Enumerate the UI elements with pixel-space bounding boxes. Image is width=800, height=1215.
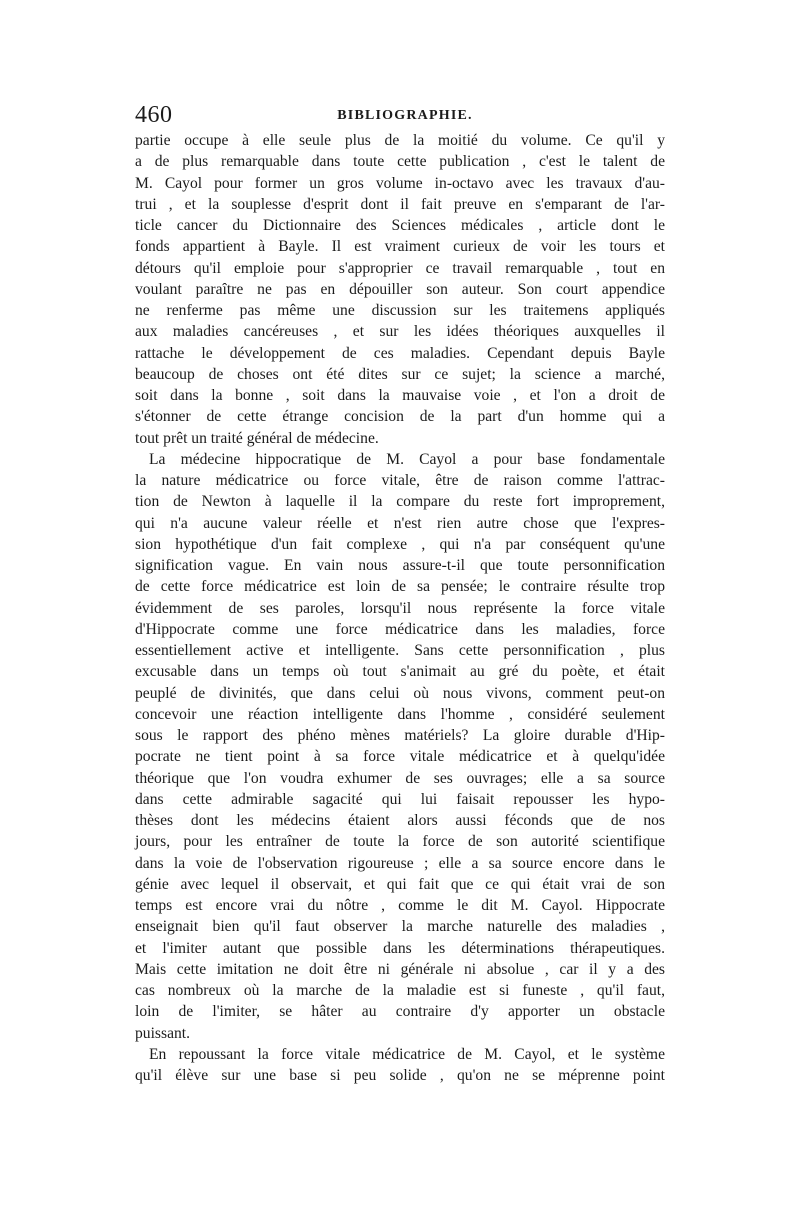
text-line: qui n'a aucune valeur réelle et n'est rien autre chose que l'expres- xyxy=(135,514,665,532)
text-line: fonds appartient à Bayle. Il est vraiment curieux de voir les tours et xyxy=(135,238,665,256)
text-line: évidemment de ses paroles, lorsqu'il nous représente la force vitale xyxy=(135,599,665,617)
text-line: signification vague. En vain nous assure-t-il que toute personnification xyxy=(135,557,665,574)
text-line: concevoir une réaction intelligente dans l'homme , considéré seulement xyxy=(135,705,665,723)
text-line: la nature médicatrice ou force vitale, être de raison comme l'attrac- xyxy=(135,472,665,489)
text-line: et l'imiter autant que possible dans les déterminations thérapeutiques. xyxy=(135,939,665,957)
paragraph-end-line: tout prêt un traité général de médecine. xyxy=(135,429,379,447)
text-line: théorique que l'on voudra exhumer de ses ouvrages; elle a sa source xyxy=(135,769,665,787)
text-line: qu'il élève sur une base si peu solide , qu'on ne se méprenne point xyxy=(135,1067,665,1084)
paragraph-start-line: En repoussant la force vitale médicatrice de M. Cayol, et le système xyxy=(149,1045,665,1063)
text-line: soit dans la bonne , soit dans la mauvaise voie , et l'on a droit de xyxy=(135,387,665,404)
text-line: M. Cayol pour former un gros volume in-octavo avec les travaux d'au- xyxy=(135,174,665,192)
text-line: cas nombreux où la marche de la maladie est si funeste , qu'il faut, xyxy=(135,982,665,999)
text-line: dans la voie de l'observation rigoureuse ; elle a sa source encore dans le xyxy=(135,854,665,872)
text-line: thèses dont les médecins étaient alors aussi féconds que de nos xyxy=(135,812,665,829)
text-line: génie avec lequel il observait, et qui fait que ce qui était vrai de son xyxy=(135,875,665,893)
text-line: jours, pour les entraîner de toute la force de son autorité scientifique xyxy=(135,833,665,851)
text-line: rattache le développement de ces maladies. Cependant depuis Bayle xyxy=(135,344,665,362)
text-line: détours qu'il emploie pour s'approprier ce travail remarquable , tout en xyxy=(135,259,665,277)
body-text xyxy=(135,130,665,1086)
text-line: sion hypothétique d'un fait complexe , qui n'a par conséquent qu'une xyxy=(135,535,665,553)
text-line: ne renferme pas même une discussion sur les traitemens appliqués xyxy=(135,302,665,319)
text-line: aux maladies cancéreuses , et sur les idées théoriques auxquelles il xyxy=(135,323,665,341)
text-line: tion de Newton à laquelle il la compare du reste fort improprement, xyxy=(135,493,665,511)
text-line: pocrate ne tient point à sa force vitale médicatrice et à quelqu'idée xyxy=(135,748,665,766)
text-line: sous le rapport des phéno mènes matériels? La gloire durable d'Hip- xyxy=(135,727,665,744)
text-line: excusable dans un temps où tout s'animait au gré du poète, et était xyxy=(135,663,665,681)
text-line: dans cette admirable sagacité qui lui faisait repousser les hypo- xyxy=(135,790,665,808)
page-header xyxy=(135,100,665,130)
text-line: essentiellement active et intelligente. Sans cette personnification , plus xyxy=(135,642,665,659)
text-line: trui , et la souplesse d'esprit dont il fait preuve en s'emparant de l'ar- xyxy=(135,195,665,213)
text-line: de cette force médicatrice est loin de sa pensée; le contraire résulte trop xyxy=(135,578,665,596)
text-line: peuplé de divinités, que dans celui où nous vivons, comment peut-on xyxy=(135,684,665,702)
paragraph-start-line: La médecine hippocratique de M. Cayol a pour base fondamentale xyxy=(149,450,665,468)
text-line: d'Hippocrate comme une force médicatrice dans les maladies, force xyxy=(135,620,665,638)
text-line: ticle cancer du Dictionnaire des Sciences médicales , article dont le xyxy=(135,217,665,234)
paragraph-end-line: puissant. xyxy=(135,1024,191,1042)
text-line: loin de l'imiter, se hâter au contraire d'y apporter un obstacle xyxy=(135,1003,665,1021)
text-line: Mais cette imitation ne doit être ni générale ni absolue , car il y a des xyxy=(135,960,665,978)
text-line: s'étonner de cette étrange concision de la part d'un homme qui a xyxy=(135,408,665,426)
text-line: a de plus remarquable dans toute cette publication , c'est le talent de xyxy=(135,153,665,171)
text-line: partie occupe à elle seule plus de la moitié du volume. Ce qu'il y xyxy=(135,132,665,149)
page-number: 460 xyxy=(135,102,173,128)
text-line: temps est encore vrai du nôtre , comme le dit M. Cayol. Hippocrate xyxy=(135,897,665,914)
text-line: voulant paraître ne pas en dépouiller son auteur. Son court appendice xyxy=(135,280,665,298)
text-line: beaucoup de choses ont été dites sur ce sujet; la science a marché, xyxy=(135,365,665,383)
running-title: BIBLIOGRAPHIE. xyxy=(337,108,473,123)
text-line: enseignait bien qu'il faut observer la marche naturelle des maladies , xyxy=(135,918,665,936)
